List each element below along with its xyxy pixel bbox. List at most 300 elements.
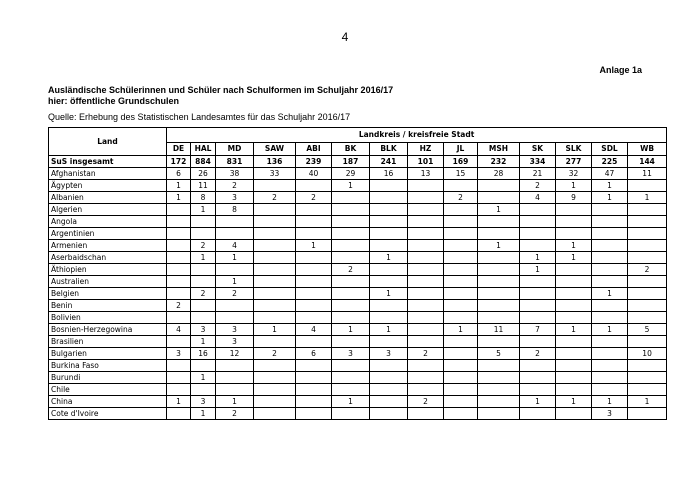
table-cell xyxy=(444,408,478,420)
table-cell xyxy=(332,192,370,204)
country-name: Aserbaidschan xyxy=(49,252,167,264)
table-row xyxy=(49,408,667,420)
table-cell xyxy=(408,264,444,276)
table-cell xyxy=(254,288,296,300)
table-cell xyxy=(628,360,667,372)
table-cell: 10 xyxy=(628,348,667,360)
country-name: Angola xyxy=(49,216,167,228)
column-header-bk: BK xyxy=(332,143,370,156)
country-name: Albanien xyxy=(49,192,167,204)
page-number: 4 xyxy=(341,30,349,44)
table-cell xyxy=(254,228,296,240)
table-cell xyxy=(167,336,191,348)
table-cell xyxy=(370,372,408,384)
title-line-2: hier: öffentliche Grundschulen xyxy=(48,96,180,106)
table-cell: 3 xyxy=(370,348,408,360)
table-cell: 4 xyxy=(167,324,191,336)
country-name: Brasilien xyxy=(49,336,167,348)
table-cell: 1 xyxy=(216,396,254,408)
table-cell xyxy=(370,384,408,396)
table-cell xyxy=(444,312,478,324)
table-cell xyxy=(332,204,370,216)
table-cell: 28 xyxy=(478,168,520,180)
country-name: China xyxy=(49,396,167,408)
table-cell xyxy=(478,252,520,264)
table-cell xyxy=(408,408,444,420)
table-cell xyxy=(408,360,444,372)
table-cell xyxy=(296,372,332,384)
table-cell xyxy=(254,396,296,408)
table-cell: 12 xyxy=(216,348,254,360)
table-cell xyxy=(216,264,254,276)
table-cell xyxy=(556,288,592,300)
table-cell xyxy=(332,288,370,300)
table-cell xyxy=(332,252,370,264)
table-cell: 7 xyxy=(520,324,556,336)
table-cell xyxy=(444,384,478,396)
table-cell: 101 xyxy=(408,156,444,168)
country-name: Bosnien-Herzegowina xyxy=(49,324,167,336)
table-cell: 4 xyxy=(520,192,556,204)
table-cell xyxy=(167,264,191,276)
column-header-jl: JL xyxy=(444,143,478,156)
table-cell: 47 xyxy=(592,168,628,180)
table-cell xyxy=(370,216,408,228)
source-note: Quelle: Erhebung des Statistischen Landesamtes für das Schuljahr 2016/17 xyxy=(48,112,351,122)
table-cell xyxy=(478,264,520,276)
table-cell: 9 xyxy=(556,192,592,204)
column-header-hal: HAL xyxy=(191,143,216,156)
table-cell xyxy=(167,216,191,228)
table-cell xyxy=(628,312,667,324)
table-cell xyxy=(444,372,478,384)
table-cell xyxy=(167,288,191,300)
country-name: Afghanistan xyxy=(49,168,167,180)
table-cell xyxy=(370,228,408,240)
table-cell xyxy=(520,408,556,420)
table-cell xyxy=(332,240,370,252)
table-cell: 831 xyxy=(216,156,254,168)
table-cell xyxy=(628,252,667,264)
table-cell: 1 xyxy=(370,252,408,264)
table-cell xyxy=(191,300,216,312)
table-cell xyxy=(408,300,444,312)
table-cell xyxy=(478,180,520,192)
table-cell: 13 xyxy=(408,168,444,180)
table-cell xyxy=(478,216,520,228)
table-row xyxy=(49,264,667,276)
table-cell xyxy=(408,240,444,252)
table-cell: 1 xyxy=(592,324,628,336)
table-cell: 3 xyxy=(592,408,628,420)
table-cell: 1 xyxy=(592,288,628,300)
table-cell: 5 xyxy=(478,348,520,360)
table-cell: 1 xyxy=(167,396,191,408)
table-cell xyxy=(332,300,370,312)
table-cell xyxy=(254,252,296,264)
table-cell: 277 xyxy=(556,156,592,168)
table-cell xyxy=(332,336,370,348)
column-header-md: MD xyxy=(216,143,254,156)
country-name: Chile xyxy=(49,384,167,396)
table-cell: 11 xyxy=(191,180,216,192)
table-cell xyxy=(444,396,478,408)
table-cell xyxy=(254,312,296,324)
table-cell: 1 xyxy=(592,180,628,192)
table-cell xyxy=(370,264,408,276)
table-cell xyxy=(520,384,556,396)
table-cell: 3 xyxy=(216,192,254,204)
table-cell xyxy=(296,312,332,324)
table-cell: 169 xyxy=(444,156,478,168)
table-cell: 16 xyxy=(370,168,408,180)
table-cell xyxy=(408,192,444,204)
table-cell: 3 xyxy=(216,324,254,336)
table-cell xyxy=(520,288,556,300)
table-cell xyxy=(332,372,370,384)
table-cell: 15 xyxy=(444,168,478,180)
table-cell xyxy=(216,372,254,384)
land-header: Land xyxy=(49,128,167,156)
table-cell: 1 xyxy=(556,180,592,192)
table-cell: 33 xyxy=(254,168,296,180)
table-cell xyxy=(296,384,332,396)
table-cell xyxy=(628,276,667,288)
table-cell xyxy=(628,372,667,384)
table-cell xyxy=(478,228,520,240)
table-cell xyxy=(370,396,408,408)
table-row xyxy=(49,252,667,264)
table-cell: 2 xyxy=(296,192,332,204)
table-cell xyxy=(167,360,191,372)
table-cell xyxy=(254,384,296,396)
table-cell: 1 xyxy=(191,252,216,264)
table-cell xyxy=(444,252,478,264)
table-cell: 2 xyxy=(191,240,216,252)
table-cell xyxy=(408,324,444,336)
table-cell xyxy=(167,276,191,288)
table-cell xyxy=(370,336,408,348)
table-row xyxy=(49,216,667,228)
table-cell xyxy=(191,216,216,228)
table-cell xyxy=(332,228,370,240)
column-header-msh: MSH xyxy=(478,143,520,156)
table-cell: 241 xyxy=(370,156,408,168)
table-cell: 136 xyxy=(254,156,296,168)
country-name: Bulgarien xyxy=(49,348,167,360)
table-cell: 1 xyxy=(191,336,216,348)
table-cell: 239 xyxy=(296,156,332,168)
table-cell xyxy=(444,228,478,240)
table-cell xyxy=(216,300,254,312)
column-header-blk: BLK xyxy=(370,143,408,156)
table-cell xyxy=(216,384,254,396)
table-cell: 1 xyxy=(370,324,408,336)
table-cell xyxy=(408,312,444,324)
table-cell xyxy=(167,408,191,420)
table-cell xyxy=(332,312,370,324)
table-cell xyxy=(478,336,520,348)
table-row xyxy=(49,324,667,336)
column-header-sk: SK xyxy=(520,143,556,156)
table-cell xyxy=(408,288,444,300)
table-cell xyxy=(332,216,370,228)
table-cell xyxy=(296,396,332,408)
table-cell: 2 xyxy=(167,300,191,312)
table-cell xyxy=(628,336,667,348)
table-cell: 26 xyxy=(191,168,216,180)
table-cell: 334 xyxy=(520,156,556,168)
table-row xyxy=(49,168,667,180)
country-name: Ägypten xyxy=(49,180,167,192)
table-cell: 2 xyxy=(254,192,296,204)
table-cell xyxy=(592,264,628,276)
table-cell: 3 xyxy=(167,348,191,360)
table-cell: 1 xyxy=(628,192,667,204)
table-cell: 1 xyxy=(332,324,370,336)
table-cell xyxy=(254,360,296,372)
table-cell: 1 xyxy=(296,240,332,252)
table-cell xyxy=(520,228,556,240)
table-cell xyxy=(167,240,191,252)
table-cell xyxy=(296,264,332,276)
table-row xyxy=(49,180,667,192)
document-title xyxy=(48,85,393,107)
table-cell xyxy=(556,228,592,240)
table-cell xyxy=(556,264,592,276)
table-cell: 172 xyxy=(167,156,191,168)
country-name: Burkina Faso xyxy=(49,360,167,372)
table-row xyxy=(49,288,667,300)
table-cell: 144 xyxy=(628,156,667,168)
table-cell xyxy=(370,276,408,288)
table-cell xyxy=(444,288,478,300)
table-row xyxy=(49,312,667,324)
table-cell: 1 xyxy=(191,204,216,216)
table-cell: 2 xyxy=(191,288,216,300)
table-cell xyxy=(296,336,332,348)
table-cell xyxy=(444,240,478,252)
table-cell xyxy=(444,276,478,288)
table-cell xyxy=(332,276,370,288)
table-cell: 11 xyxy=(478,324,520,336)
table-cell xyxy=(254,408,296,420)
table-cell: 38 xyxy=(216,168,254,180)
table-row xyxy=(49,276,667,288)
table-cell: 1 xyxy=(444,324,478,336)
table-cell xyxy=(444,264,478,276)
table-cell xyxy=(370,300,408,312)
table-cell xyxy=(254,180,296,192)
table-row xyxy=(49,240,667,252)
table-cell: 11 xyxy=(628,168,667,180)
table-cell: 1 xyxy=(592,396,628,408)
table-cell xyxy=(520,276,556,288)
table-cell xyxy=(296,300,332,312)
table-cell xyxy=(556,204,592,216)
table-cell xyxy=(167,204,191,216)
column-header-hz: HZ xyxy=(408,143,444,156)
table-cell xyxy=(254,300,296,312)
table-cell: 5 xyxy=(628,324,667,336)
table-cell xyxy=(556,312,592,324)
table-cell: 884 xyxy=(191,156,216,168)
column-header-de: DE xyxy=(167,143,191,156)
annex-label: Anlage 1a xyxy=(599,65,642,75)
table-cell xyxy=(191,384,216,396)
table-cell xyxy=(592,276,628,288)
column-header-sdl: SDL xyxy=(592,143,628,156)
table-cell: 225 xyxy=(592,156,628,168)
table-cell xyxy=(520,240,556,252)
table-cell xyxy=(628,384,667,396)
table-cell: 2 xyxy=(254,348,296,360)
table-cell: 1 xyxy=(216,252,254,264)
table-cell xyxy=(296,408,332,420)
table-cell xyxy=(332,360,370,372)
table-cell xyxy=(628,228,667,240)
table-cell: 2 xyxy=(628,264,667,276)
table-cell xyxy=(254,372,296,384)
table-row xyxy=(49,192,667,204)
table-cell xyxy=(216,312,254,324)
table-cell: 8 xyxy=(216,204,254,216)
table-cell xyxy=(167,384,191,396)
table-cell xyxy=(254,264,296,276)
table-cell: 1 xyxy=(478,240,520,252)
table-cell: 3 xyxy=(191,396,216,408)
country-name: Belgien xyxy=(49,288,167,300)
table-cell: 6 xyxy=(167,168,191,180)
table-cell xyxy=(628,240,667,252)
table-cell xyxy=(370,204,408,216)
table-cell xyxy=(296,180,332,192)
table-cell xyxy=(408,216,444,228)
table-cell xyxy=(191,312,216,324)
table-cell xyxy=(296,288,332,300)
table-cell: 6 xyxy=(296,348,332,360)
table-cell xyxy=(370,408,408,420)
table-cell: 232 xyxy=(478,156,520,168)
table-cell: 4 xyxy=(296,324,332,336)
data-table xyxy=(48,127,667,420)
table-cell xyxy=(296,204,332,216)
table-cell xyxy=(592,384,628,396)
table-cell xyxy=(191,228,216,240)
table-cell xyxy=(296,360,332,372)
country-name: Bolivien xyxy=(49,312,167,324)
table-cell xyxy=(408,180,444,192)
table-cell: 16 xyxy=(191,348,216,360)
table-cell xyxy=(628,300,667,312)
table-cell xyxy=(444,348,478,360)
table-cell: 187 xyxy=(332,156,370,168)
table-cell xyxy=(370,192,408,204)
country-name: SuS insgesamt xyxy=(49,156,167,168)
table-row xyxy=(49,336,667,348)
table-cell xyxy=(592,240,628,252)
table-cell xyxy=(254,216,296,228)
table-cell xyxy=(520,204,556,216)
table-cell xyxy=(520,312,556,324)
table-cell xyxy=(628,204,667,216)
table-cell xyxy=(556,336,592,348)
table-row xyxy=(49,348,667,360)
table-cell: 2 xyxy=(216,288,254,300)
table-cell xyxy=(556,276,592,288)
table-cell xyxy=(370,360,408,372)
table-cell: 2 xyxy=(520,180,556,192)
table-cell xyxy=(444,336,478,348)
table-cell xyxy=(191,264,216,276)
table-cell: 2 xyxy=(216,408,254,420)
table-cell xyxy=(628,180,667,192)
table-cell xyxy=(478,276,520,288)
table-row xyxy=(49,372,667,384)
table-row xyxy=(49,204,667,216)
table-cell: 2 xyxy=(332,264,370,276)
table-cell xyxy=(444,360,478,372)
table-cell xyxy=(556,360,592,372)
table-cell xyxy=(444,216,478,228)
table-cell xyxy=(478,300,520,312)
table-cell xyxy=(444,204,478,216)
table-cell xyxy=(556,216,592,228)
column-header-wb: WB xyxy=(628,143,667,156)
table-cell xyxy=(592,204,628,216)
table-cell xyxy=(167,252,191,264)
table-cell: 1 xyxy=(167,180,191,192)
table-cell: 1 xyxy=(628,396,667,408)
table-cell: 1 xyxy=(520,252,556,264)
table-cell: 1 xyxy=(191,408,216,420)
table-cell: 1 xyxy=(332,180,370,192)
table-cell xyxy=(254,336,296,348)
table-cell: 1 xyxy=(520,396,556,408)
table-cell xyxy=(478,384,520,396)
table-cell xyxy=(592,360,628,372)
country-name: Burundi xyxy=(49,372,167,384)
table-cell xyxy=(592,252,628,264)
table-cell xyxy=(478,192,520,204)
country-name: Armenien xyxy=(49,240,167,252)
table-cell xyxy=(592,312,628,324)
table-cell xyxy=(592,348,628,360)
table-cell: 1 xyxy=(556,324,592,336)
table-cell xyxy=(296,216,332,228)
table-cell: 1 xyxy=(556,396,592,408)
table-cell xyxy=(592,372,628,384)
table-cell: 3 xyxy=(216,336,254,348)
table-cell: 1 xyxy=(478,204,520,216)
table-cell: 3 xyxy=(332,348,370,360)
table-row xyxy=(49,384,667,396)
table-cell: 1 xyxy=(191,372,216,384)
table-cell xyxy=(556,300,592,312)
table-cell xyxy=(408,276,444,288)
table-cell xyxy=(556,348,592,360)
table-cell xyxy=(478,372,520,384)
table-cell: 1 xyxy=(556,240,592,252)
table-cell xyxy=(592,336,628,348)
table-cell: 2 xyxy=(216,180,254,192)
table-cell xyxy=(296,228,332,240)
table-cell: 4 xyxy=(216,240,254,252)
table-cell xyxy=(478,312,520,324)
table-cell xyxy=(628,288,667,300)
table-cell xyxy=(408,252,444,264)
table-row xyxy=(49,228,667,240)
